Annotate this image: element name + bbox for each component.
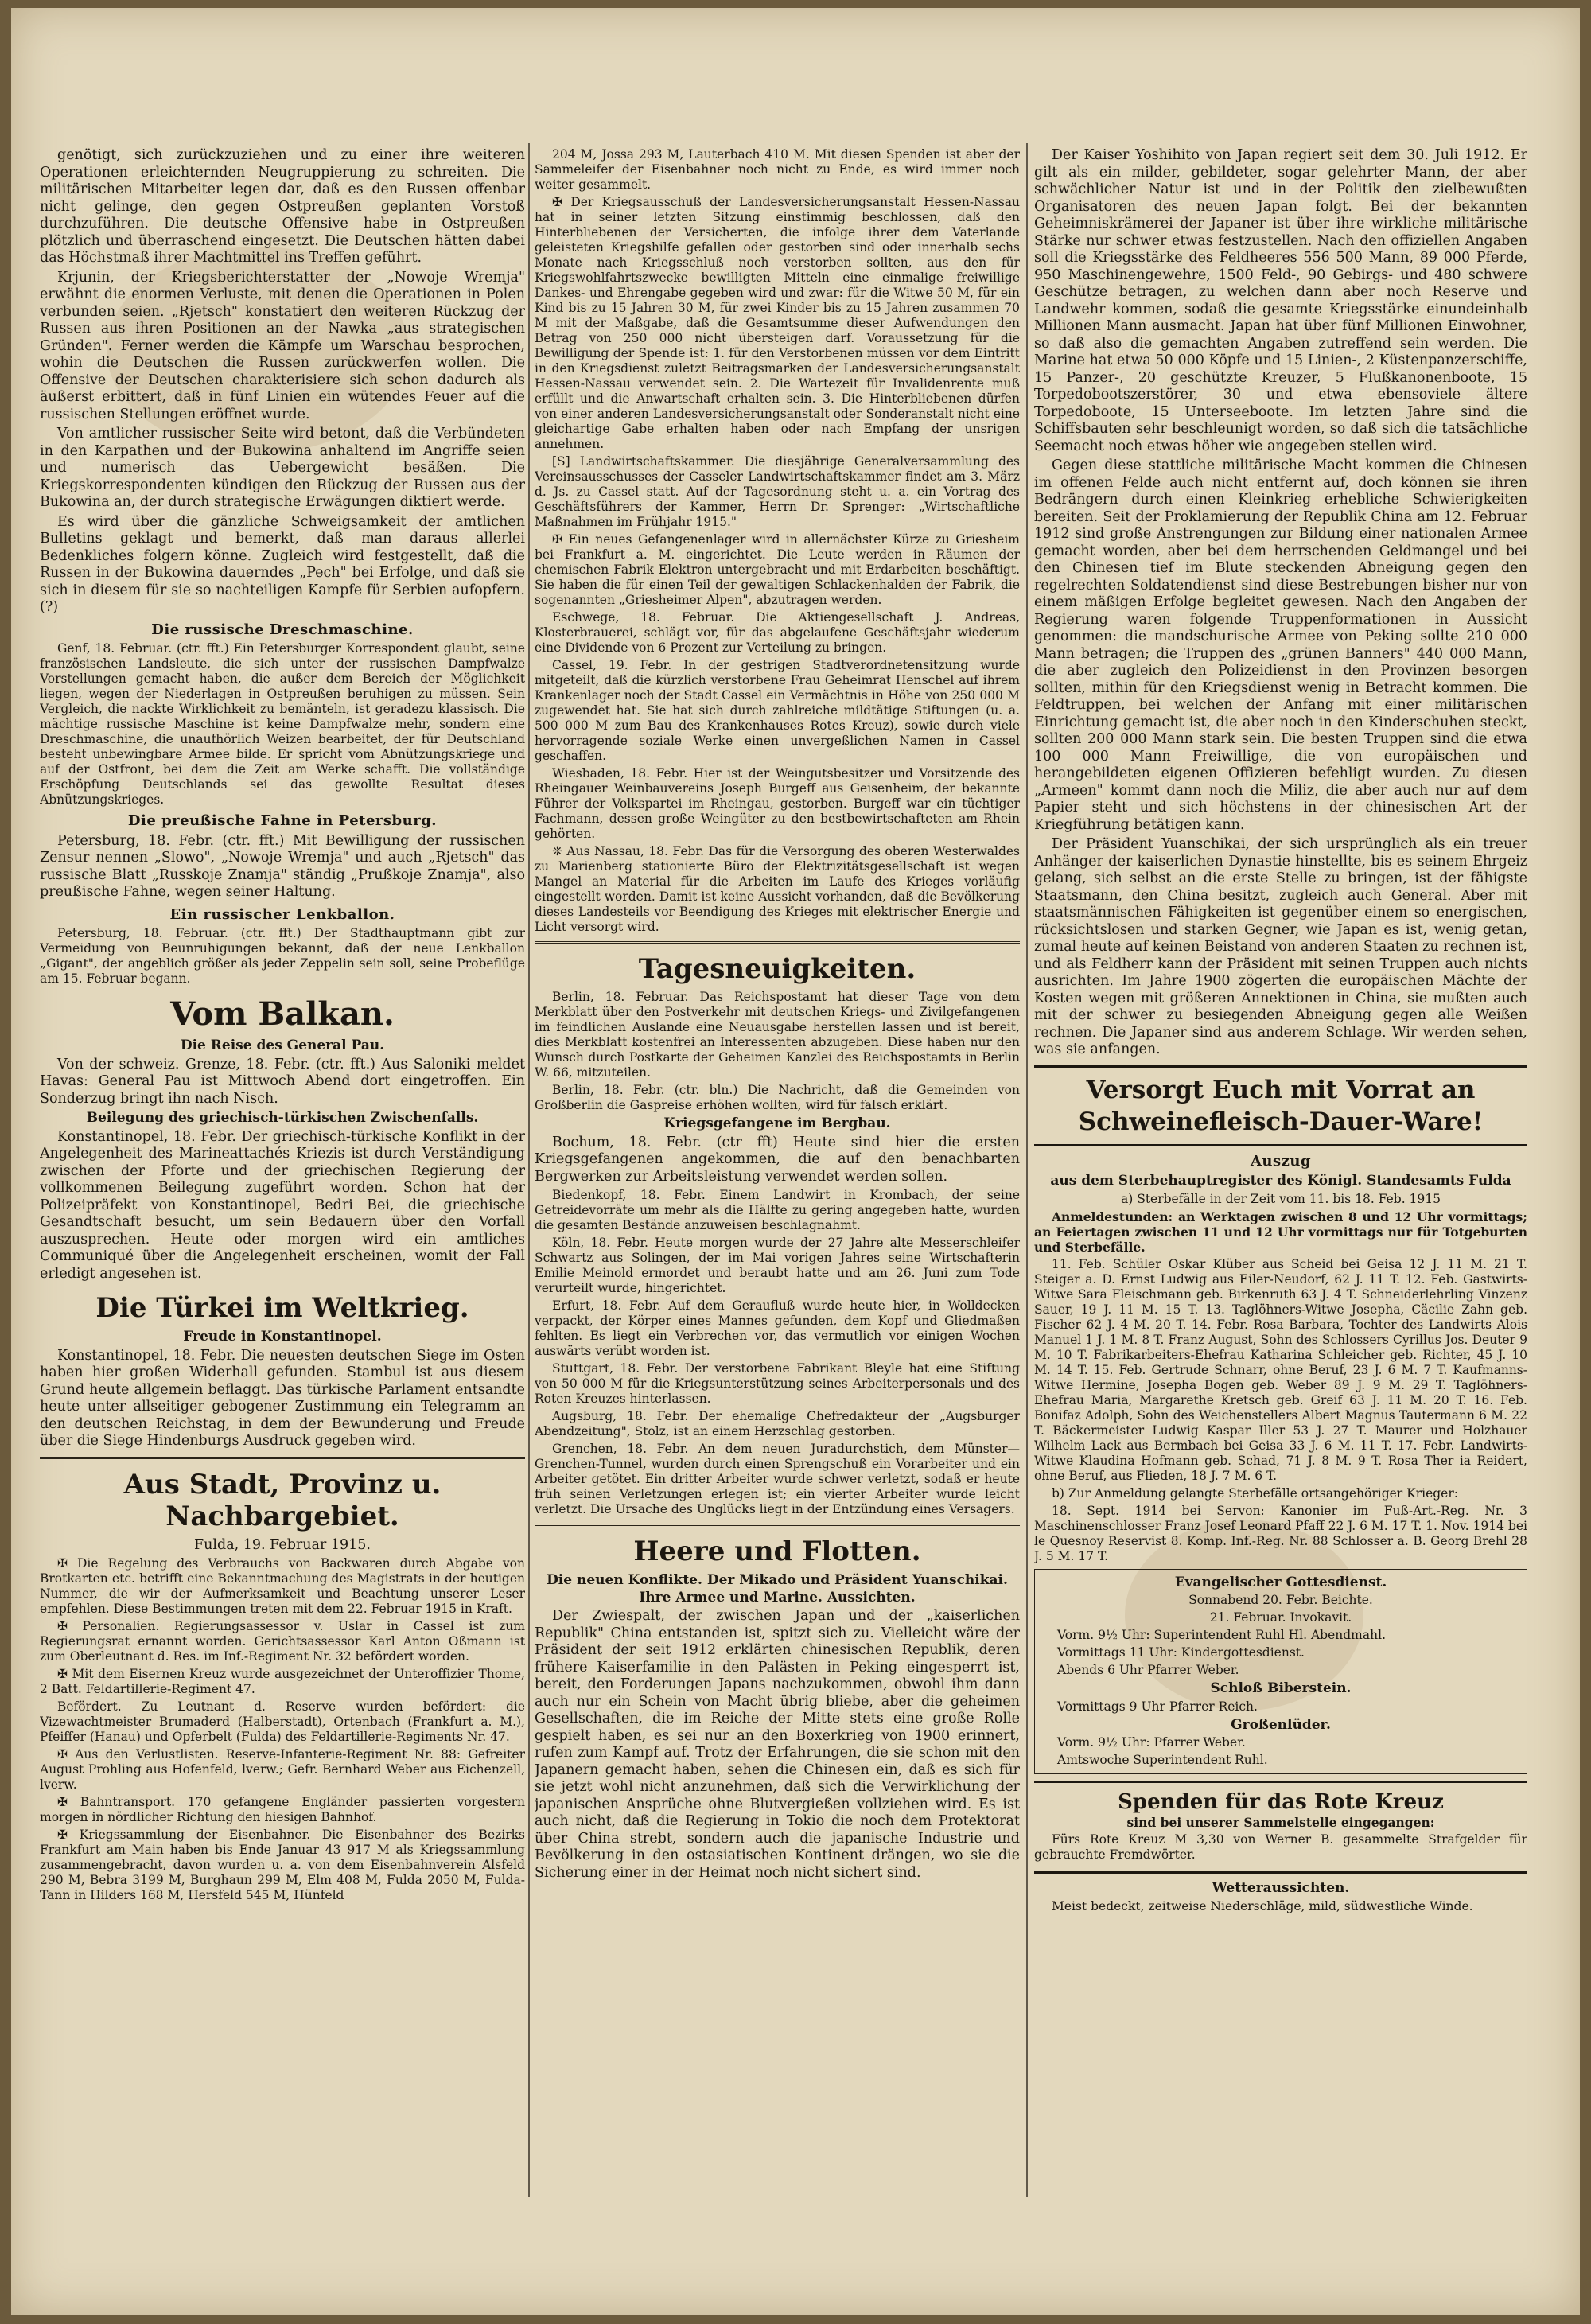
local-item: ✠ Bahntransport. 170 gefangene Engländer passierten vorgestern morgen in nördlicher Richtung den hiesigen Bahnhof. bbox=[40, 1795, 525, 1824]
article-paragraph: Der Kaiser Yoshihito von Japan regiert seit dem 30. Juli 1912. Er gilt als ein milder, gebildeter, sogar gelehrter Mann, der aber schwächlicher Natur ist und in der Politik den zielbewußten Organisatoren des neuen Japan folgt. Bei der bekannten Geheimniskrämerei der Japaner ist über ihre wirkliche militärische Stärke nur schwer etwas festzustellen. Nach den offiziellen Angaben soll die Kriegsstärke des Feldheeres 556 500 Mann, 89 000 Pferde, 950 Maschinengewehre, 1500 Feld-, 90 Gebirgs- und 480 schwere Geschütze betragen, zu welchen dann aber noch Reserve und Landwehr kommen, sodaß die gesamte Kriegsstärke einundeinhalb Millionen Mann ausmacht. Japan hat über fünf Millionen Einwohner, so daß also die gemachten Angaben zutreffend sein werden. Die Marine hat etwa 50 000 Köpfe und 15 Linien-, 2 Küstenpanzerschiffe, 15 Panzer-, 20 geschützte Kreuzer, 5 Flußkanonenboote, 15 Torpedobootszerstörer, 30 und etwa ebensoviele ältere Torpedoboote, 15 Unterseeboote. Im letzten Jahre sind die Schiffsbauten sehr beschleunigt worden, so daß sich die tatsächliche Seemacht noch etwas höher wie angegeben stellen wird. bbox=[1034, 147, 1527, 454]
column-rule bbox=[1026, 143, 1028, 2197]
local-item: ✠ Der Kriegsausschuß der Landesversicherungsanstalt Hessen-Nassau hat in seiner letzten Sitzung einstimmig beschlossen, daß den Hinterbliebenen der Versicherten, die infolge ihrer dem Vaterlande geleisteten Kriegshilfe gefallen oder gestorben sind oder innerhalb sechs Monate nach Kriegsschluß noch verstorben sollten, aus den für Kriegswohlfahrtszwecke bewilligten Mitteln eine einmalige freiwillige Dankes- und Ehrengabe gegeben wird und zwar: für die Witwe 50 M, für ein Kind bis zu 15 Jahren 30 M, für zwei Kinder bis zu 15 Jahren zusammen 70 M mit der Maßgabe, daß die Gesamtsumme dieser Aufwendungen den Betrag von 250 000 nicht übersteigen darf. Voraussetzung für die Bewilligung der Spende ist: 1. für den Verstorbenen müssen vor dem Eintritt in den Kriegsdienst zuletzt Beitragsmarken der Landesversicherungsanstalt Hessen-Nassau verwendet sein. 2. Die Wartezeit für Invalidenrente muß erfüllt und die Anwartschaft erhalten sein. 3. Die Hinterbliebenen dürfen von einer anderen Landesversicherungsanstalt oder Sonderanstalt nicht eine gleichartige Gabe erhalten haben oder nach Empfang der unsrigen annehmen. bbox=[535, 195, 1020, 451]
news-item: Bochum, 18. Febr. (ctr fft) Heute sind hier die ersten Kriegsgefangenen angekommen, die auf den benachbarten Bergwerken zur Arbeitsleistung verwendet werden sollen. bbox=[535, 1134, 1020, 1185]
news-item: Berlin, 18. Februar. Das Reichspostamt hat dieser Tage von dem Merkblatt über den Postverkehr mit deutschen Kriegs- und Zivilgefangenen im feindlichen Auslande eine Neuausgabe herstellen lassen und ist bereit, dies Merkblatt kostenfrei an Interessenten abzugeben. Diese haben nur den Wunsch durch Postkarte der Geheimen Kanzlei des Reichspostamts in Berlin W. 66, mitzuteilen. bbox=[535, 990, 1020, 1080]
local-item: Wiesbaden, 18. Febr. Hier ist der Weingutsbesitzer und Vorsitzende des Rheingauer Weinbauvereins Joseph Burgeff aus Geisenheim, der bekannte Führer der Volkspartei im Rheingau, gestorben. Burgeff war ein tüchtiger Fachmann, dessen große Weingüter zu den bestbewirtschafteten am Rhein gehörten. bbox=[535, 766, 1020, 841]
divider bbox=[40, 1457, 525, 1459]
local-item: Cassel, 19. Febr. In der gestrigen Stadtverordnetensitzung wurde mitgeteilt, daß die kürzlich verstorbene Frau Geheimrat Henschel auf ihrem Krankenlager noch der Stadt Cassel ein Vermächtnis in Höhe von 250 000 M zugewendet hat. Sie hat sich durch zahlreiche mildtätige Stiftungen (u. a. 500 000 M zum Bau des Krankenhauses Rotes Kreuz), sowie durch viele hervorragende soziale Werke einen unvergeßlichen Namen in Cassel geschaffen. bbox=[535, 658, 1020, 763]
subheading: Ein russischer Lenkballon. bbox=[169, 905, 395, 923]
church-line: Vormittags 11 Uhr: Kindergottesdienst. bbox=[1057, 1645, 1305, 1660]
article-paragraph: Von amtlicher russischer Seite wird betont, daß die Verbündeten in den Karpathen und der Bukowina anhaltend im Angriffe seien und numerisch das Uebergewicht besäßen. Die Kriegskorrespondenten kündigen den Rückzug der Russen aus der Bukowina an, der durch strategische Erwägungen diktiert werde. bbox=[40, 426, 525, 510]
church-line: Amtswoche Superintendent Ruhl. bbox=[1057, 1753, 1268, 1767]
news-item: Augsburg, 18. Febr. Der ehemalige Chefredakteur der „Augsburger Abendzeitung", Stolz, ist an einem Herzschlag gestorben. bbox=[535, 1409, 1020, 1438]
register-entries-b: 18. Sept. 1914 bei Servon: Kanonier im Fuß-Art.-Reg. Nr. 3 Maschinenschlosser Franz Josef Leonard Pfaff 22 J. 6 M. 17 T. 1. Nov. 1914 bei le Quesnoy Reservist 8. Komp. Inf.-Reg. Nr. 88 Schlosser a. B. Georg Brehl 28 J. 5 M. 17 T. bbox=[1034, 1503, 1527, 1563]
church-heading: Evangelischer Gottesdienst. bbox=[1174, 1574, 1387, 1590]
church-line: Vormittags 9 Uhr Pfarrer Reich. bbox=[1057, 1699, 1258, 1714]
weather-heading: Wetteraussichten. bbox=[1212, 1880, 1350, 1896]
section-heading: Heere und Flotten. bbox=[633, 1536, 921, 1567]
news-item: Konstantinopel, 18. Febr. Die neuesten deutschen Siege im Osten haben hier großen Widerhall gefunden. Stambul ist aus diesem Grund heute allgemein beflaggt. Das türkische Parlament entsandte heute unter allseitiger gebogener Zustimmung ein Telegramm an den deutschen Reichstag, in dem der Bewunderung und Freude über die Siege Hindenburgs Ausdruck gegeben wird. bbox=[40, 1347, 525, 1449]
news-item: Genf, 18. Februar. (ctr. fft.) Ein Petersburger Korrespondent glaubt, seine französischen Landsleute, die sich unter der russischen Dampfwalze Vorstellungen gemacht haben, die außer dem Bereich der Möglichkeit liegen, wegen der Niederlagen in Ostpreußen beruhigen zu müssen. Sein Vergleich, die nackte Wirklichkeit zu bemänteln, ist geradezu klassisch. Die mächtige russische Maschine ist keine Dampfwalze mehr, sondern eine Dreschmaschine, die unaufhörlich Weizen bearbeitet, der für Deutschland besteht unbewingbare Armee bilde. Er spricht vom Abnützungskriege und auf der Ostfront, bei dem die Zeit am Werke schafft. Die vollständige Erschöpfung Deutschlands sei das gewollte Resultat dieses Abnützungskrieges. bbox=[40, 641, 525, 807]
article-paragraph: Der Präsident Yuanschikai, der sich ursprünglich als ein treuer Anhänger der kaiserlichen Dynastie hinstellte, bis es seinem Ehrgeiz gelang, sich selbst an die erste Stelle zu bringen, ist der fähigste Staatsmann, den China besitzt, zugleich auch General. Aber mit staatsmännischen Fähigkeiten ist gegenüber einem so energischen, rücksichtslosen und starken Gegner, wie Japan es ist, wenig getan, zumal heute auf keinen Beistand von anderen Staaten zu rechnen ist, und als Feldherr kann der Präsident mit seinen Truppen auch nichts ausrichten. Im Jahre 1900 zögerten die europäischen Mächte der Kosten wegen mit größeren Annektionen in China, sie mußten auch mit der schwer zu besiegenden Abneigung gegen alle Weißen rechnen. Die Japaner sind aus anderem Schlage. Wir werden sehen, was sie anfangen. bbox=[1034, 836, 1527, 1057]
news-item: Petersburg, 18. Februar. (ctr. fft.) Der Stadthauptmann gibt zur Vermeidung von Beunruhigungen bekannt, daß der neue Lenkballon „Gigant", der angeblich größer als jeder Zeppelin sein soll, seine Probeflüge am 15. Februar begann. bbox=[40, 926, 525, 986]
dateline: Fulda, 19. Februar 1915. bbox=[193, 1536, 371, 1553]
red-cross-donations bbox=[1034, 1781, 1527, 1874]
donations-headline: Spenden für das Rote Kreuz bbox=[1118, 1790, 1444, 1814]
subheading: Die russische Dreschmaschine. bbox=[151, 621, 414, 638]
church-services bbox=[1034, 1569, 1527, 1775]
section-heading: Die Türkei im Weltkrieg. bbox=[95, 1292, 469, 1324]
weather-text: Meist bedeckt, zeitweise Niederschläge, mild, südwestliche Winde. bbox=[1052, 1898, 1473, 1913]
local-item: 204 M, Jossa 293 M, Lauterbach 410 M. Mit diesen Spenden ist aber der Sammeleifer der Eisenbahner noch nicht zu Ende, es wird immer noch weiter gesammelt. bbox=[535, 147, 1020, 192]
register-range: a) Sterbefälle in der Zeit vom 11. bis 18. Feb. 1915 bbox=[1120, 1191, 1441, 1206]
subheading: Freude in Konstantinopel. bbox=[183, 1329, 382, 1345]
ad-headline: Versorgt Euch mit Vorrat an Schweinefleisch-Dauer-Ware! bbox=[1078, 1075, 1484, 1136]
article-paragraph: genötigt, sich zurückzuziehen und zu einer ihre weiteren Operationen erleichternden Neugruppierung zu schreiten. Die militärischen Mitarbeiter legen dar, daß es den Russen offenbar nicht gelinge, den gegen Ostpreußen geplanten Vorstoß durchzuführen. Die deutsche Offensive habe in Ostpreußen plötzlich und überraschend eingesetzt. Die Deutschen hätten dabei das Höchstmaß ihrer Machtmittel ins Treffen geführt. bbox=[40, 147, 525, 266]
donations-text: Fürs Rote Kreuz M 3,30 von Werner B. gesammelte Strafgelder für gebrauchte Fremdwörter. bbox=[1034, 1832, 1527, 1862]
register-hours: Anmeldestunden: an Werktagen zwischen 8 und 12 Uhr vormittags; an Feiertagen zwischen 11 und 12 Uhr vormittags nur für Totgeburten und Sterbefälle. bbox=[1034, 1209, 1527, 1255]
news-item: Stuttgart, 18. Febr. Der verstorbene Fabrikant Bleyle hat eine Stiftung von 50 000 M für die Kriegsunterstützung seines Arbeiterpersonals und des Roten Kreuzes hinterlassen. bbox=[535, 1361, 1020, 1406]
register-subtitle: aus dem Sterbehauptregister des Königl. Standesamts Fulda bbox=[1050, 1173, 1511, 1189]
section-heading: Tagesneuigkeiten. bbox=[638, 953, 916, 985]
local-item: [S] Landwirtschaftskammer. Die diesjährige Generalversammlung des Vereinsausschusses der Casseler Landwirtschaftskammer findet am 3. März d. Js. zu Cassel statt. Auf der Tagesordnung steht u. a. ein Vortrag des Geschäftsführers der Kammer, Herrn Dr. Sprenger: „Wirtschaftliche Maßnahmen im Frühjahr 1915." bbox=[535, 454, 1020, 529]
section-heading: Aus Stadt, Provinz u. Nachbargebiet. bbox=[123, 1468, 442, 1532]
local-item: Eschwege, 18. Februar. Die Aktiengesellschaft J. Andreas, Klosterbrauerei, schlägt vor, für das abgelaufene Geschäftsjahr wiederum eine Dividende von 6 Prozent zur Verteilung zu bringen. bbox=[535, 610, 1020, 655]
church-heading: Schloß Biberstein. bbox=[1210, 1680, 1352, 1696]
church-line: Vorm. 9½ Uhr: Superintendent Ruhl Hl. Abendmahl. bbox=[1057, 1628, 1386, 1642]
column-1 bbox=[40, 147, 525, 2205]
divider bbox=[535, 941, 1020, 944]
church-heading: Großenlüder. bbox=[1231, 1716, 1331, 1733]
donations-sub: sind bei unserer Sammelstelle eingegangen: bbox=[1126, 1815, 1435, 1830]
article-paragraph: Krjunin, der Kriegsberichterstatter der „Nowoje Wremja" erwähnt die enormen Verluste, mit denen die Operationen in Polen verbunden seien. „Rjetsch" konstatiert den weiteren Rückzug der Russen aus ihren Positionen an der Nawka „aus strategischen Gründen". Ferner werden die Kämpfe um Warschau besprochen, wohin die Deutschen die Russen zurückwerfen wollen. Die Offensive der Deutschen charakterisiere sich schon dadurch als äußerst erbittert, daß in fünf Linien ein wütendes Feuer auf die russischen Stellungen eröffnet wurde. bbox=[40, 269, 525, 422]
register-title: Auszug bbox=[1250, 1152, 1312, 1170]
church-line: 21. Februar. Invokavit. bbox=[1209, 1610, 1352, 1625]
news-item: Erfurt, 18. Febr. Auf dem Geraufluß wurde heute hier, in Wolldecken verpackt, der Körper eines Mannes gefunden, dem Kopf und Gliedmaßen fehlten. Es liegt ein Verbrechen vor, das vermutlich vor einigen Wochen auswärts verübt worden ist. bbox=[535, 1298, 1020, 1358]
local-item: ✠ Mit dem Eisernen Kreuz wurde ausgezeichnet der Unteroffizier Thome, 2 Batt. Feldartillerie-Regiment 47. bbox=[40, 1667, 525, 1696]
local-item: ✠ Die Regelung des Verbrauchs von Backwaren durch Abgabe von Brotkarten etc. betrifft eine Bekanntmachung des Magistrats in der heutigen Nummer, die wir der Aufmerksamkeit und Beachtung unserer Leser empfehlen. Diese Bestimmungen treten mit dem 22. Februar 1915 in Kraft. bbox=[40, 1556, 525, 1616]
news-item: Konstantinopel, 18. Febr. Der griechisch-türkische Konflikt in der Angelegenheit des Marineattachés Kriezis ist durch Verständigung zwischen der Pforte und der griechischen Regierung der vollkommenen Beilegung zugeführt worden. Schon hat der Polizeipräfekt von Konstantinopel, Bedri Bei, die griechische Gesandtschaft besucht, um sein Bedauern über den Vorfall auszusprechen. Heute oder morgen wird ein amtliches Communiqué über die Angelegenheit erscheinen, womit der Fall erledigt angesehen ist. bbox=[40, 1128, 525, 1282]
local-item: ❊ Aus Nassau, 18. Febr. Das für die Versorgung des oberen Westerwaldes zu Marienberg stationierte Büro der Elektrizitätsgesellschaft ist wegen Mangel an Material für die Arbeiten im Laufe des Krieges vorläufig eingestellt worden. Damit ist keine Aussicht vorhanden, daß die Bevölkerung dieses Landesteils vor Beendigung des Krieges mit elektrischer Energie und Licht versorgt wird. bbox=[535, 844, 1020, 934]
news-item: Grenchen, 18. Febr. An dem neuen Juradurchstich, dem Münster—Grenchen-Tunnel, wurden durch einen Sprengschuß ein Vorarbeiter und ein Arbeiter getötet. Ein dritter Arbeiter wurde schwer verletzt, sodaß er heute früh seinen Verletzungen erlegen ist; ein vierter Arbeiter wurde leicht verletzt. Die Ursache des Unglücks liegt in der Entzündung eines Versagers. bbox=[535, 1442, 1020, 1516]
subheading: Die Reise des General Pau. bbox=[180, 1037, 385, 1053]
church-line: Vorm. 9½ Uhr: Pfarrer Weber. bbox=[1057, 1735, 1246, 1750]
church-line: Sonnabend 20. Febr. Beichte. bbox=[1188, 1593, 1373, 1607]
local-item: ✠ Personalien. Regierungsassessor v. Uslar in Cassel ist zum Regierungsrat ernannt worden. Gerichtsassessor Karl Anton Oßmann ist zum Oberleutnant d. Res. im Inf.-Regiment Nr. 32 befördert worden. bbox=[40, 1619, 525, 1664]
advertisement-pork bbox=[1034, 1065, 1527, 1146]
news-item: Von der schweiz. Grenze, 18. Febr. (ctr. fft.) Aus Saloniki meldet Havas: General Pau ist Mittwoch Abend dort eingetroffen. Ein Sonderzug bringt ihn nach Nisch. bbox=[40, 1056, 525, 1107]
section-heading: Vom Balkan. bbox=[170, 995, 395, 1033]
news-item: Berlin, 18. Febr. (ctr. bln.) Die Nachricht, daß die Gemeinden von Großberlin die Gaspreise erhöhen wollten, wird für falsch erklärt. bbox=[535, 1083, 1020, 1112]
news-item: Biedenkopf, 18. Febr. Einem Landwirt in Krombach, der seine Getreidevorräte um mehr als die Hälfte zu gering angegeben hatte, wurden die gesamten Bestände anzuweisen beschlagnahmt. bbox=[535, 1188, 1020, 1232]
article-paragraph: Es wird über die gänzliche Schweigsamkeit der amtlichen Bulletins geklagt und bemerkt, daß man daraus allerlei Bedenkliches folgern könne. Zugleich wird festgestellt, daß die Russen in der Bukowina dauerndes „Pech" bei Erfolge, und daß sie sich in diesem für sie so nachteiligen Kampfe für Serbien aufopfern. (?) bbox=[40, 513, 525, 615]
subheading: Kriegsgefangene im Bergbau. bbox=[663, 1115, 891, 1131]
news-item: Köln, 18. Febr. Heute morgen wurde der 27 Jahre alte Messerschleifer Schwartz aus Solingen, der im Mai vorigen Jahres seine Wirtschafterin Emilie Meinold ermordet und beraubt hatte und am 26. Juni zum Tode verurteilt wurde, hingerichtet. bbox=[535, 1236, 1020, 1295]
column-2 bbox=[535, 147, 1020, 2205]
register-section-b: b) Zur Anmeldung gelangte Sterbefälle ortsangehöriger Krieger: bbox=[1052, 1485, 1458, 1501]
subheading: Beilegung des griechisch-türkischen Zwischenfalls. bbox=[86, 1110, 479, 1126]
register-entries: 11. Feb. Schüler Oskar Klüber aus Scheid bei Geisa 12 J. 11 M. 21 T. Steiger a. D. Ernst Ludwig aus Eiler-Neudorf, 62 J. 11 T. 12. Feb. Gastwirts-Witwe Sara Fleischmann geb. Birkenruth 63 J. 4 T. Schneiderlehrling Vinzenz Sauer, 19 J. 11 M. 15 T. 13. Taglöhners-Witwe Josepha, Cäcilie Zahn geb. Fischer 62 J. 4 M. 20 T. 14. Febr. Rosa Barbara, Tochter des Landwirts Alois Manuel 1 J. 1 M. 8 T. Franz August, Sohn des Schlossers Cyrillus Jos. Deuter 9 M. 10 T. Fabrikarbeiters-Ehefrau Katharina Schleicher geb. Richter, 45 J. 10 M. 14 T. 15. Feb. Gertrude Schnarr, ohne Beruf, 23 J. 6 M. 7 T. Kaufmanns-Witwe Hermine, Josepha Bogen geb. Weber 89 J. 9 M. 29 T. Taglöhners-Ehefrau Maria, Margarethe Kretsch geb. Greif 63 J. 11 M. 20 T. 16. Feb. Bonifaz Adolph, Sohn des Weichenstellers Albert Magnus Tautermann 6 M. 22 T. Bäckermeister Ludwig Kaspar Iller 53 J. 27 T. Maurer und Holzhauer Wilhelm Lack aus Bermbach bei Geisa 33 J. 6 M. 11 T. 17. Febr. Landwirts-Witwe Klaudina Hofmann geb. Schad, 71 J. 8 M. 9 T. Rosa Ther ia Reidert, ohne Beruf, aus Flieden, 18 J. 7 M. 6 T. bbox=[1034, 1256, 1527, 1483]
article-paragraph: Gegen diese stattliche militärische Macht kommen die Chinesen im offenen Felde auch nicht entfernt auf, doch können sie ihren Bedrängern durch einen Kleinkrieg erhebliche Schwierigkeiten bereiten. Seit der Proklamierung der Republik China am 12. Februar 1912 sind große Anstrengungen zur Bildung einer nationalen Armee gemacht worden, aber bei dem herrschenden Geldmangel und bei den Chinesen tief im Blute steckenden Abneigung gegen den regelrechten Soldatendienst sind diese Bestrebungen bisher nur von einem mäßigen Erfolge begleitet gewesen. Nach den Angaben der Regierung waren folgende Truppenformationen in Aussicht genommen: die mandschurische Armee von Peking sollte 210 000 Mann betragen; die Truppen des „grünen Banners" 440 000 Mann, die aber zugleich den Polizeidienst in den Provinzen besorgen sollten, mithin für den Kriegsdienst wenig in Betracht kommen. Die Feldtruppen, bei welchen der Anfang mit einer militärischen Einrichtung gemacht ist, die aber noch in den Kinderschuhen steckt, sollten 200 000 Mann stark sein. Die besten Truppen sind die etwa 100 000 Mann Freiwillige, die von europäischen und herangebildeten eigenen Offizieren befehligt wurden. Zu diesen „Armeen" kommt dann noch die Miliz, die aber auch nur auf dem Papier steht und sich höchstens in der chinesischen Art der Kriegführung betätigen kann. bbox=[1034, 457, 1527, 833]
subheading: Die preußische Fahne in Petersburg. bbox=[127, 812, 438, 829]
column-rule bbox=[528, 143, 530, 2197]
local-item: ✠ Aus den Verlustlisten. Reserve-Infanterie-Regiment Nr. 88: Gefreiter August Prohling aus Hofenfeld, lverw.; Gefr. Bernhard Weber aus Eichenzell, lverw. bbox=[40, 1747, 525, 1792]
local-item: Befördert. Zu Leutnant d. Reserve wurden befördert: die Vizewachtmeister Brumaderd (Halberstadt), Ortenbach (Frankfurt a. M.), Pfeiffer (Hanau) und Opferbelt (Fulda) des Feldartillerie-Regiments Nr. 47. bbox=[40, 1699, 525, 1744]
article-paragraph: Der Zwiespalt, der zwischen Japan und der „kaiserlichen Republik" China entstanden ist, spitzt sich zu. Vielleicht wäre der Präsident der seit 1912 erklärten chinesischen Republik, deren frühere Kaiserfamilie in den Palästen in Peking eingesperrt ist, bereit, den Forderungen Japans nachzukommen, obwohl ihm dann auch nur ein Schein von Macht übrig bliebe, aber die geheimen Gesellschaften, die im Reiche der Mitte stets eine große Rolle gespielt haben, es sei nur an den Boxerkrieg von 1900 erinnert, rufen zum Kampf auf. Trotz der Erfahrungen, die sie schon mit den Japanern gemacht haben, sehen die Chinesen ein, daß es sich für sie jetzt wohl nicht anzunehmen, daß sich die Verwirklichung der japanischen Ansprüche ohne Blutvergießen vollziehen wird. Es ist auch nicht, daß die Regierung in Tokio die noch dem Protektorat über China strebt, sondern auch die japanische Industrie und Bevölkerung in den ostasiatischen Kontinent drängen, wo sie die Sicherung einer in der Heimat noch nicht sichert sind. bbox=[535, 1608, 1020, 1881]
divider bbox=[535, 1524, 1020, 1526]
local-item: ✠ Kriegssammlung der Eisenbahner. Die Eisenbahner des Bezirks Frankfurt am Main haben bis Ende Januar 43 917 M als Kriegssammlung zusammengebracht, davon wurden u. a. von dem Eisenbahnverein Alsfeld 290 M, Bebra 3199 M, Burghaun 299 M, Elm 408 M, Fulda 2050 M, Fulda-Tann in Hilders 168 M, Hersfeld 545 M, Hünfeld bbox=[40, 1828, 525, 1902]
local-item: ✠ Ein neues Gefangenenlager wird in allernächster Kürze zu Griesheim bei Frankfurt a. M. eingerichtet. Die Leute werden in Räumen der chemischen Fabrik Elektron untergebracht und mit Erdarbeiten beschäftigt. Sie haben die für einen Teil der gewaltigen Schlackenhalden der Fabrik, die sogenannten „Griesheimer Alpen", abzutragen werden. bbox=[535, 532, 1020, 607]
church-line: Abends 6 Uhr Pfarrer Weber. bbox=[1057, 1663, 1239, 1677]
subheading: Die neuen Konflikte. Der Mikado und Präsident Yuanschikai. Ihre Armee und Marine. Aussichten. bbox=[547, 1572, 1008, 1606]
column-3 bbox=[1034, 147, 1527, 2205]
news-item: Petersburg, 18. Febr. (ctr. fft.) Mit Bewilligung der russischen Zensur nennen „Slowo", „Nowoje Wremja" und auch „Rjetsch" das russische Blatt „Russkoje Znamja" ständig „Prußkoje Znamja", also preußische Fahne, wegen seiner Haltung. bbox=[40, 832, 525, 900]
